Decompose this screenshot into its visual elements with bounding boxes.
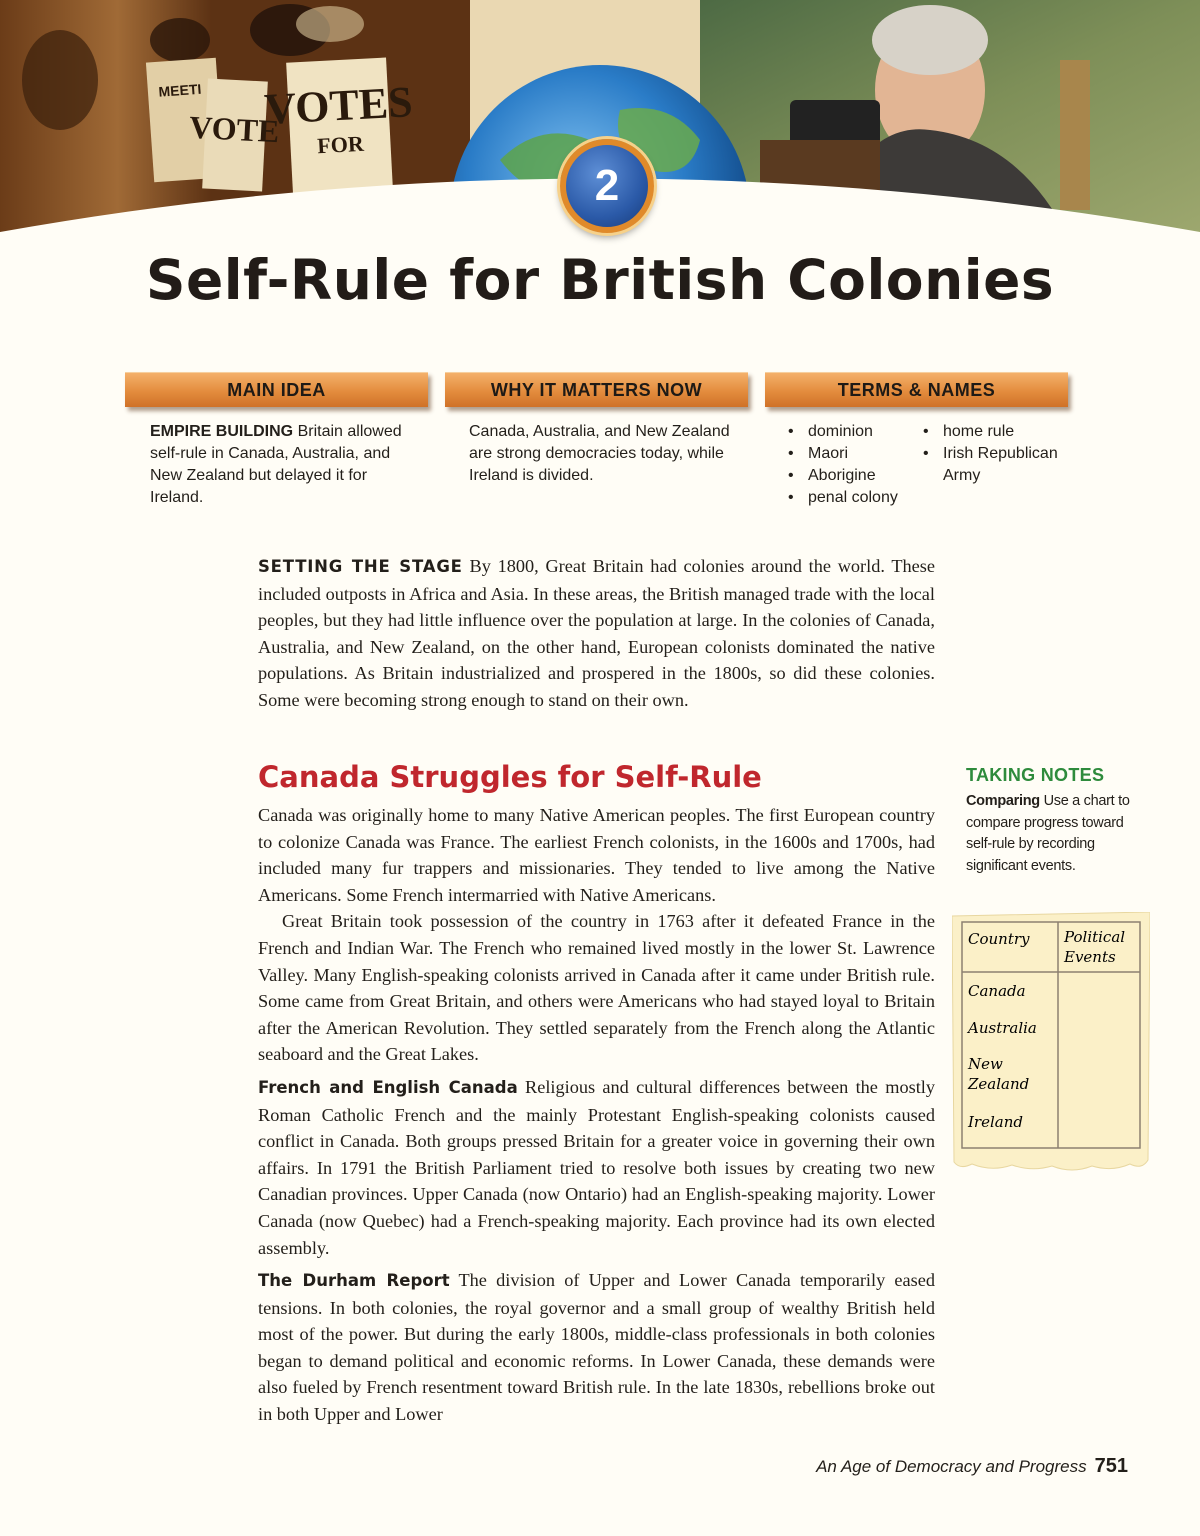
paragraph-3-text: Religious and cultural differences between the mostly Roman Catholic French and the mainly Protestant English-speaking colonists caused conflict in Canada. Both groups pressed Britain for a greater voice in governing their own affairs. In 1791 the British Parliament tried to resolve both issues by creating two new Canadian provinces. Upper Canada (now Ontario) had an English-speaking majority. Lower Canada (now Quebec) had a French-speaking majority. Each province had its own elected assembly.	[258, 1076, 935, 1258]
chart-row-zealand: Zealand	[968, 1075, 1030, 1093]
section-number-badge: 2	[560, 139, 654, 233]
sign-votes: VOTES	[263, 77, 414, 134]
terms-list-col2	[923, 421, 1073, 487]
chart-row-new: New	[968, 1055, 1003, 1073]
book-title: An Age of Democracy and Progress	[816, 1457, 1087, 1476]
paragraph-4	[258, 1267, 935, 1428]
term-item: • Irish Republican Army	[923, 445, 1058, 484]
term-item: • penal colony	[788, 489, 898, 506]
notes-chart	[952, 912, 1150, 1174]
chart-col2-header-line1: Political	[1064, 928, 1126, 946]
main-idea-lead: EMPIRE BUILDING	[150, 423, 294, 440]
main-idea-tab: MAIN IDEA	[125, 372, 428, 407]
chart-row-ireland: Ireland	[968, 1113, 1023, 1131]
sign-vote: VOTE	[188, 108, 281, 150]
main-idea-body: Britain allowed self-rule in Canada, Australia, and New Zealand but delayed it for Ireland.	[150, 423, 402, 506]
chart-col1-header: Country	[968, 930, 1030, 948]
setting-the-stage-lead: SETTING THE STAGE	[258, 557, 463, 576]
sign-meeting: MEETI	[158, 80, 202, 100]
taking-notes-heading: TAKING NOTES	[966, 765, 1105, 785]
main-idea-text	[150, 421, 412, 509]
terms-list-col1	[788, 421, 923, 509]
main-body	[258, 802, 935, 1428]
taking-notes-text	[966, 791, 1141, 877]
paragraph-3-lead: French and English Canada	[258, 1077, 518, 1097]
paragraph-4-lead: The Durham Report	[258, 1271, 450, 1291]
terms-names-tab: TERMS & NAMES	[765, 372, 1068, 407]
section-heading: Canada Struggles for Self-Rule	[258, 760, 762, 794]
term-item: • Maori	[788, 445, 849, 462]
notes-chart-card	[952, 912, 1150, 1174]
term-item: • home rule	[923, 423, 1015, 440]
term-item: • Aborigine	[788, 467, 876, 484]
page-footer	[816, 1455, 1128, 1478]
paragraph-2: Great Britain took possession of the country in 1763 after it defeated France in the French and Indian War. The French who remained lived mostly in the lower St. Lawrence Valley. Many English-speaking colonists arrived in Canada after it came under British rule. Some came from Great Britain, and others were Americans who had stayed loyal to Britain after the American Revolution. They settled separately from the French along the Atlantic seaboard and the Great Lakes.	[258, 911, 935, 1065]
page-number: 751	[1094, 1455, 1128, 1477]
setting-the-stage	[258, 553, 935, 714]
paragraph-3	[258, 1074, 935, 1261]
why-it-matters-text: Canada, Australia, and New Zealand are strong democracies today, while Ireland is divided.	[469, 423, 730, 484]
paragraph-4-text: The division of Upper and Lower Canada temporarily eased tensions. In both colonies, the royal governor and a small group of wealthy British held most of the power. But during the early 1800s, middle-class professionals in both colonies began to demand political and economic reforms. In Lower Canada, these demands were also fueled by French resentment toward British rule. In the late 1830s, rebellions broke out in both Upper and Lower	[258, 1270, 936, 1425]
term-item: • dominion	[788, 423, 873, 440]
page-title: Self-Rule for British Colonies	[145, 248, 1055, 312]
why-it-matters-tab: WHY IT MATTERS NOW	[445, 372, 748, 407]
paragraph-1: Canada was originally home to many Native American peoples. The first European country to colonize Canada was France. The earliest French colonists, in the 1600s and 1700s, had included many fur trappers and missionaries. They tended to live among the Native Americans. Some French intermarried with Native Americans.	[258, 805, 935, 905]
setting-the-stage-text: By 1800, Great Britain had colonies around the world. These included outposts in Africa and Asia. In these areas, the British managed trade with the local peoples, but they had little influence over the population at large. In the colonies of Canada, Australia, and New Zealand, on the other hand, European colonists dominated the native populations. As Britain industrialized and prospered in the 1800s, so did these colonies. Some were becoming strong enough to stand on their own.	[258, 556, 935, 710]
chart-col2-header-line2: Events	[1064, 948, 1116, 966]
chart-row-australia: Australia	[968, 1019, 1037, 1037]
taking-notes-skill: Comparing	[966, 793, 1040, 809]
chart-row-canada: Canada	[968, 982, 1026, 1000]
taking-notes-instructions: Use a chart to compare progress toward self-rule by recording significant events.	[966, 793, 1130, 874]
sign-for: FOR	[316, 130, 365, 159]
